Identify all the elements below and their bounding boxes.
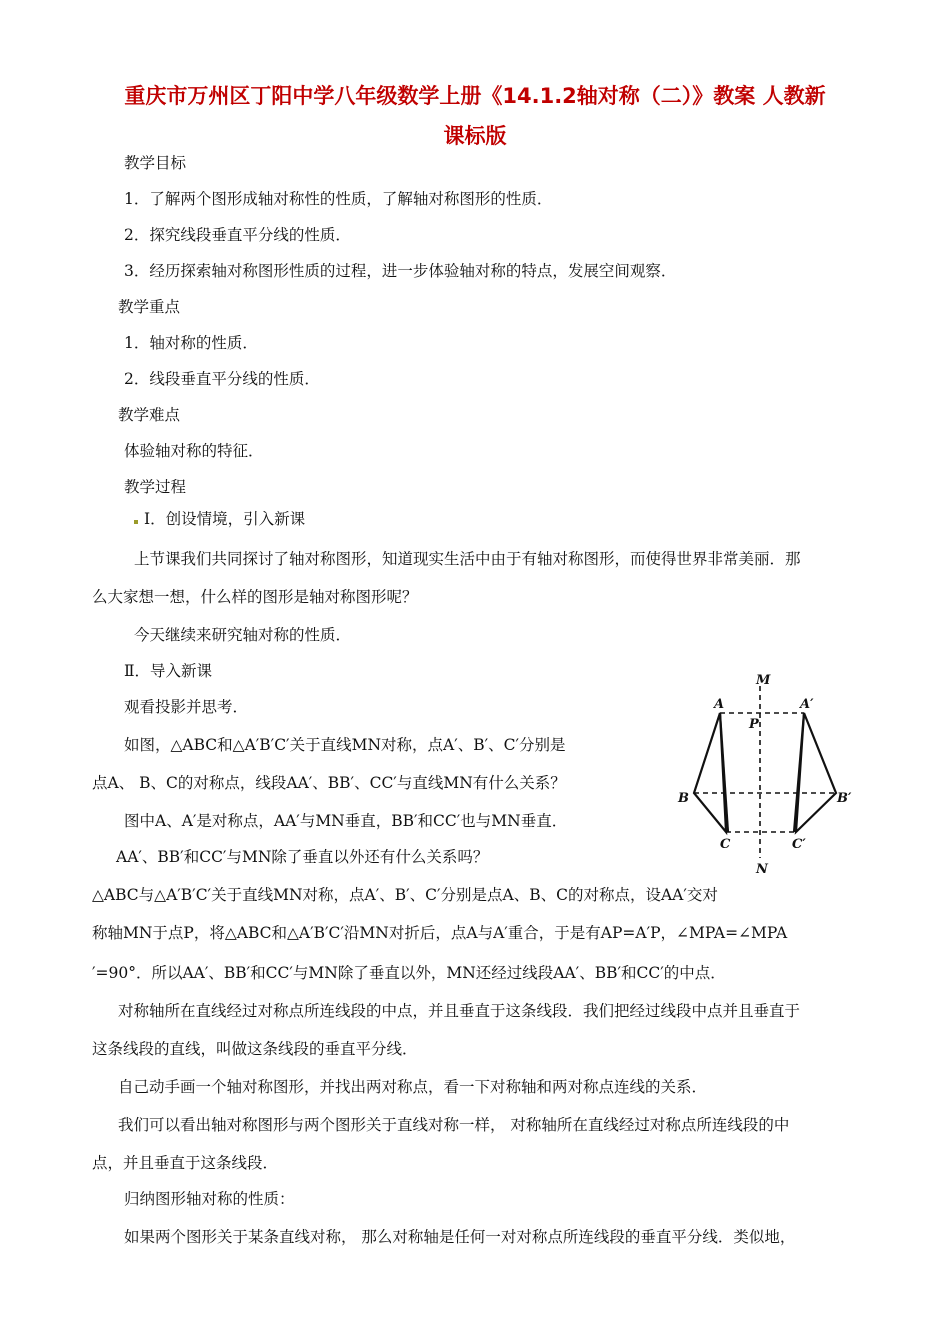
objective-1: 1．了解两个图形成轴对称性的性质，了解轴对称图形的性质． (124, 190, 553, 208)
section-2-heading: Ⅱ．导入新课 (124, 662, 213, 680)
label-a-prime: A′ (800, 697, 814, 712)
paragraph-line: 对称轴所在直线经过对称点所连线段的中点，并且垂直于这条线段．我们把经过线段中点并且垂直于 (118, 1002, 801, 1020)
heading-objectives: 教学目标 (124, 154, 187, 172)
objective-2: 2．探究线段垂直平分线的性质． (124, 226, 351, 244)
label-b: B (678, 791, 689, 806)
paragraph-line: 这条线段的直线，叫做这条线段的垂直平分线． (92, 1040, 418, 1058)
document-title (60, 76, 890, 156)
paragraph-line: 今天继续来研究轴对称的性质． (134, 626, 352, 644)
label-n: N (756, 862, 768, 877)
label-c-prime: C′ (792, 837, 806, 852)
marker-dot (134, 520, 138, 524)
difficulty-1: 体验轴对称的特征． (124, 442, 264, 460)
heading-key-points: 教学重点 (118, 298, 181, 316)
key-point-2: 2．线段垂直平分线的性质． (124, 370, 320, 388)
label-c: C (720, 837, 731, 852)
paragraph-line: 我们可以看出轴对称图形与两个图形关于直线对称一样， 对称轴所在直线经过对称点所连线段的中 (118, 1116, 790, 1134)
heading-process: 教学过程 (124, 478, 187, 496)
heading-difficulties: 教学难点 (118, 406, 181, 424)
label-p: P (749, 717, 759, 732)
paragraph-line: △ABC与△A′B′C′关于直线MN对称，点A′、B′、C′分别是点A、B、C的对称点，设AA′交对 (92, 886, 718, 904)
paragraph-line: 点A、 B、C的对称点，线段AA′、BB′、CC′与直线MN有什么关系？ (92, 774, 566, 792)
title-line-1: 重庆市万州区丁阳中学八年级数学上册《14.1.2轴对称（二）》教案 人教新 (124, 84, 826, 108)
paragraph-line: 点，并且垂直于这条线段． (92, 1154, 279, 1172)
paragraph-line: 上节课我们共同探讨了轴对称图形，知道现实生活中由于有轴对称图形，而使得世界非常美丽．那 (134, 550, 801, 568)
label-b-prime: B′ (837, 791, 852, 806)
section-1-heading: Ⅰ．创设情境，引入新课 (144, 510, 306, 528)
paragraph-line: ′=90°．所以AA′、BB′和CC′与MN除了垂直以外，MN还经过线段AA′、BB′和CC′的中点． (92, 964, 726, 982)
paragraph-line: 图中A、A′是对称点，AA′与MN垂直，BB′和CC′也与MN垂直． (124, 812, 568, 830)
title-line-2: 课标版 (443, 124, 507, 148)
paragraph-line: 么大家想一想，什么样的图形是轴对称图形呢？ (92, 588, 418, 606)
paragraph-line: 如图，△ABC和△A′B′C′关于直线MN对称，点A′、B′、C′分别是 (124, 736, 566, 754)
label-a: A (714, 697, 725, 712)
objective-3: 3．经历探索轴对称图形性质的过程，进一步体验轴对称的特点，发展空间观察． (124, 262, 677, 280)
key-point-1: 1．轴对称的性质． (124, 334, 258, 352)
paragraph-line: AA′、BB′和CC′与MN除了垂直以外还有什么关系吗？ (116, 848, 489, 866)
paragraph-line: 如果两个图形关于某条直线对称， 那么对称轴是任何一对对称点所连线段的垂直平分线．类似地， (124, 1228, 796, 1246)
paragraph-line: 归纳图形轴对称的性质： (124, 1190, 295, 1208)
paragraph-line: 自己动手画一个轴对称图形，并找出两对称点，看一下对称轴和两对称点连线的关系． (118, 1078, 708, 1096)
paragraph-line: 称轴MN于点P，将△ABC和△A′B′C′沿MN对折后，点A与A′重合，于是有AP=A′P，∠MPA=∠MPA (92, 924, 788, 942)
symmetry-figure (676, 668, 856, 880)
label-m: M (756, 673, 771, 688)
triangle-a2b2c2-side (794, 713, 804, 832)
paragraph-line: 观看投影并思考． (124, 698, 249, 716)
